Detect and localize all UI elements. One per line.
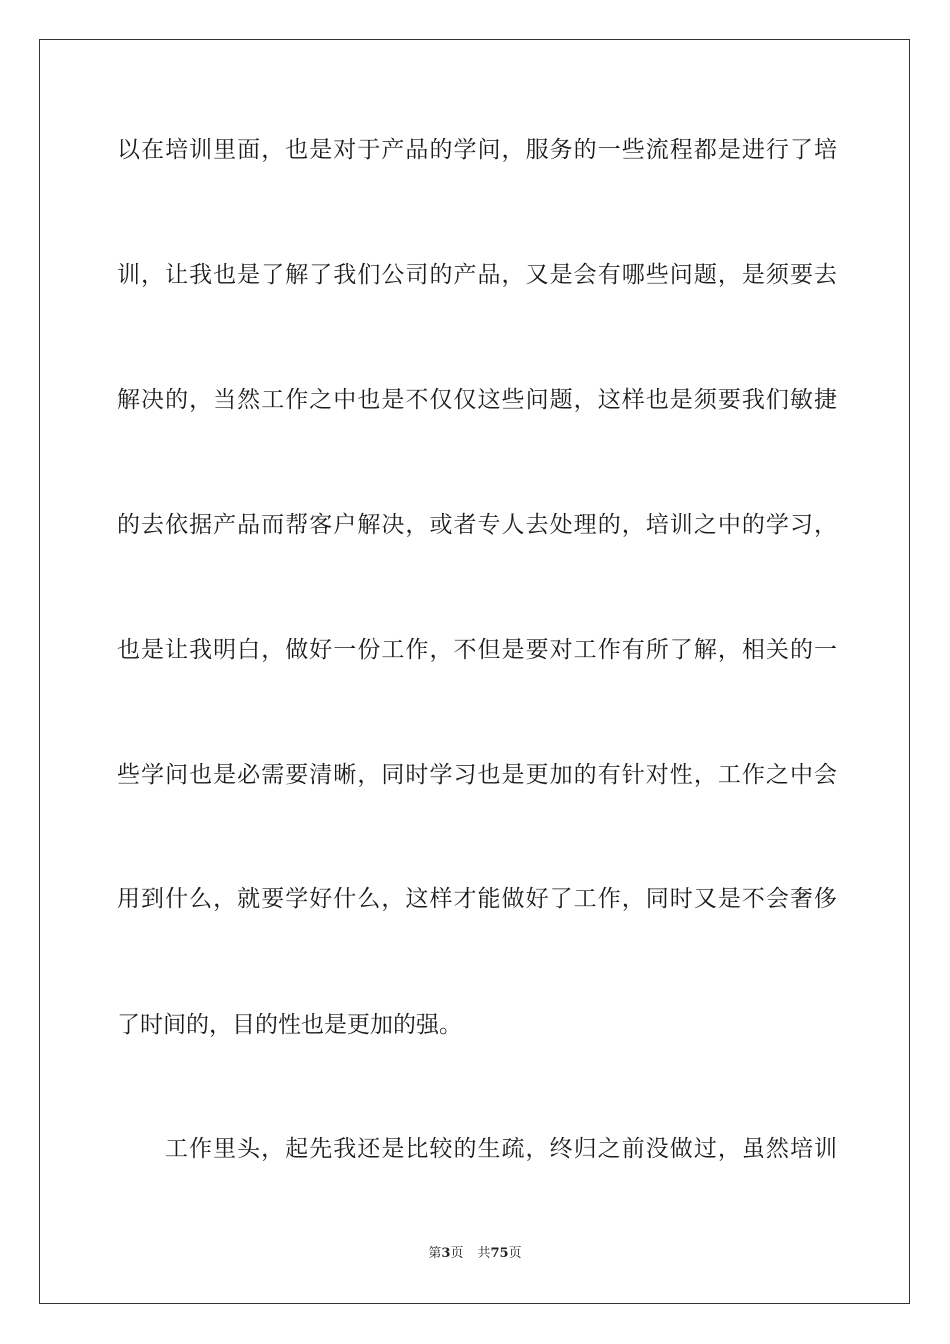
footer-total-suffix: 页 (508, 1246, 522, 1261)
body-text-line: 用到什么，就要学好什么，这样才能做好了工作，同时又是不会奢侈 (117, 886, 837, 912)
body-text-line: 解决的，当然工作之中也是不仅仅这些问题，这样也是须要我们敏捷 (117, 387, 837, 413)
footer-page-number: 3 (441, 1246, 451, 1261)
body-text-line: 了时间的，目的性也是更加的强。 (117, 1012, 462, 1038)
page-footer (0, 1245, 950, 1263)
footer-total-pages: 75 (490, 1246, 509, 1261)
footer-page-suffix: 页 (450, 1246, 464, 1261)
body-text-line: 些学问也是必需要清晰，同时学习也是更加的有针对性，工作之中会 (117, 762, 837, 788)
body-text-line: 的去依据产品而帮客户解决，或者专人去处理的，培训之中的学习， (117, 512, 837, 538)
footer-total-prefix: 共 (477, 1246, 491, 1261)
body-text-line: 训，让我也是了解了我们公司的产品，又是会有哪些问题，是须要去 (117, 262, 837, 288)
body-text-line-indented: 工作里头，起先我还是比较的生疏，终归之前没做过，虽然培训 (165, 1136, 837, 1162)
footer-page-prefix: 第 (428, 1246, 442, 1261)
page-border (39, 39, 910, 1304)
body-text-line: 以在培训里面，也是对于产品的学问，服务的一些流程都是进行了培 (117, 137, 837, 163)
body-text-line: 也是让我明白，做好一份工作，不但是要对工作有所了解，相关的一 (117, 637, 837, 663)
